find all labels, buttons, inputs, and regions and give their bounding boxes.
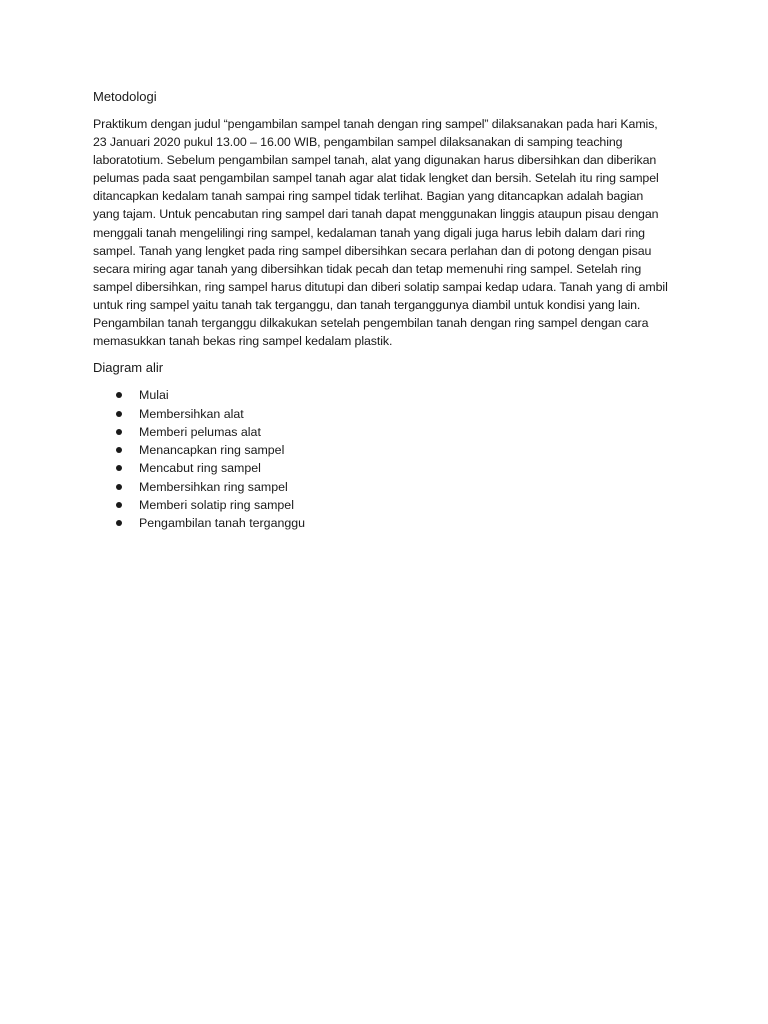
bullet-icon	[116, 484, 122, 490]
list-item	[93, 405, 673, 423]
step-label: Memberi pelumas alat	[139, 424, 261, 439]
list-item	[93, 496, 673, 514]
flow-steps-list	[93, 386, 673, 532]
bullet-icon	[116, 411, 122, 417]
bullet-icon	[116, 520, 122, 526]
bullet-icon	[116, 392, 122, 398]
step-label: Membersihkan ring sampel	[139, 479, 288, 494]
list-item	[93, 478, 673, 496]
step-label: Mulai	[139, 388, 169, 403]
list-item	[93, 386, 673, 404]
list-item	[93, 441, 673, 459]
bullet-icon	[116, 447, 122, 453]
step-label: Memberi solatip ring sampel	[139, 498, 294, 512]
list-item	[93, 459, 673, 477]
step-label: Mencabut ring sampel	[139, 461, 261, 476]
bullet-icon	[116, 429, 122, 435]
list-item	[93, 423, 673, 441]
step-label: Pengambilan tanah terganggu	[139, 516, 306, 531]
step-label: Membersihkan alat	[139, 406, 244, 421]
bullet-icon	[116, 465, 122, 471]
section-heading-diagram-alir: Diagram alir	[93, 360, 164, 376]
section-heading-metodologi: Metodologi	[93, 89, 157, 104]
step-label: Menancapkan ring sampel	[139, 443, 285, 458]
document-content	[93, 88, 673, 533]
bullet-icon	[116, 502, 122, 508]
methodology-paragraph: Praktikum dengan judul “pengambilan sampel tanah dengan ring sampel” dilaksanakan pada hari Kamis, 23 Januari 2020 pukul 13.00 – 16.00 WIB, pengambilan sampel dilaksanakan di samping teaching laboratotium. Sebelum pengambilan sampel tanah, alat yang digunakan harus dibersihkan dan diberikan pelumas pada saat pengambilan sampel tanah agar alat tidak lengket dan bersih. Setelah itu ring sampel ditancapkan kedalam tanah sampai ring sampel tidak terlihat. Bagian yang ditancapkan adalah bagian yang tajam. Untuk pencabutan ring sampel dari tanah dapat menggunakan linggis ataupun pisau dengan menggali tanah mengelilingi ring sampel, kedalaman tanah yang digali juga harus lebih dalam dari ring sampel. Tanah yang lengket pada ring sampel dibersihkan secara perlahan dan di potong dengan pisau secara miring agar tanah yang dibersihkan tidak pecah dan tetap memenuhi ring sampel. Setelah ring sampel dibersihkan, ring sampel harus ditutupi dan diberi solatip sampai kedap udara. Tanah yang di ambil untuk ring sampel yaitu tanah tak terganggu, dan tanah terganggunya diambil untuk kondisi yang lain. Pengambilan tanah terganggu dilkakukan setelah pengembilan tanah dengan ring sampel dengan cara memasukkan tanah bekas ring sampel kedalam plastik.	[93, 117, 668, 349]
list-item	[93, 514, 673, 532]
